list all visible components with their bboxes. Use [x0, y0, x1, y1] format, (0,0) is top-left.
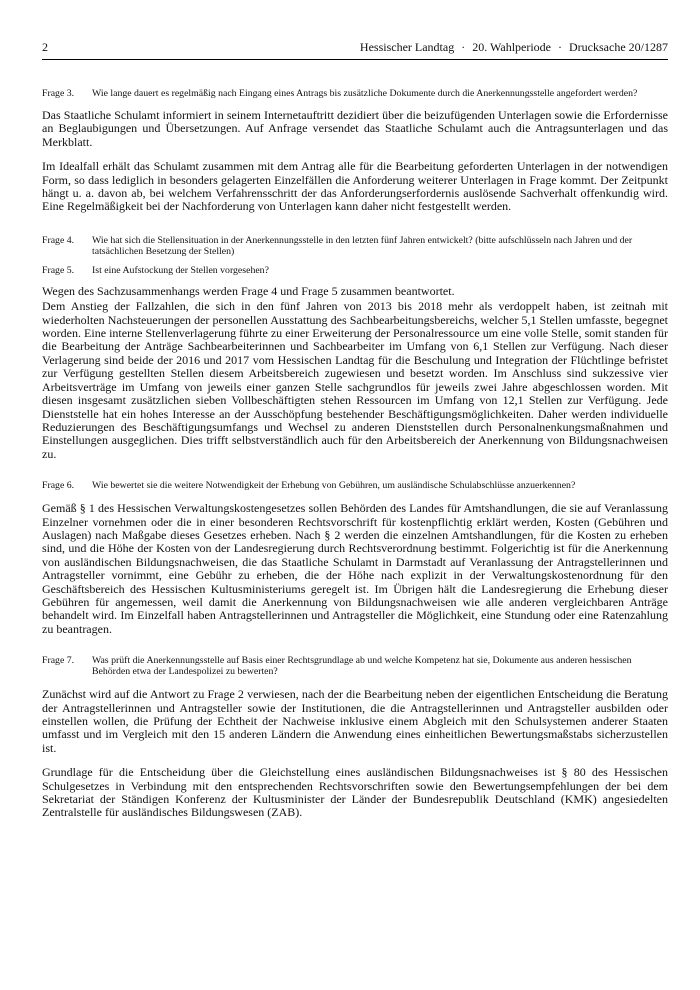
answer-4-5-paragraph-1: Dem Anstieg der Fallzahlen, die sich in den fünf Jahren von 2013 bis 2018 mehr als verdoppelt haben, ist zeitnah mit wiederholten Nachsteuerungen der personellen Ausstattung des Sachbearbeitungsbereichs, welcher 5,1 Stellen umfasste, begegnet worden. Eine interne Stellenverlagerung führte zu einer Erweiterung der Personalressource um eine volle Stelle, somit standen für die Bearbeitung der Anträge Sachbearbeiterinnen und Sachbearbeiter im Umfang von 6,1 Stellen zur Verfügung. Nach dieser Verlagerung sind beide der 2016 und 2017 vom Hessischen Landtag für die Beschulung und Integration der Flüchtlinge befristet zur Verfügung gestellten Stellen diesem Arbeitsbereich zugewiesen und besetzt worden. Im Anschluss sind sukzessive vier Arbeitsverträge im Umfang von jeweils einer ganzen Stelle sachgrundlos für jeweils zwei Jahre abgeschlossen worden. Mit diesen insgesamt zusätzlichen sieben Vollbeschäftigten stehen Ressourcen im Umfang von 12,1 Stellen zur Verfügung. Jede Dienststelle hat ein hohes Interesse an der Ausschöpfung bestehender Beschäftigungsmöglichkeiten. Daher werden individuelle Reduzierungen des Beschäftigungsumfangs und Wechsel zu anderen Dienststellen durch Personalnenkungsmaßnahmen und Einstellungen ausgeglichen. Dies trifft selbstverständlich auch für den Arbeitsbereich der Anerkennung von Bildungsnachweisen zu.	[42, 299, 668, 461]
page-body	[42, 88, 668, 820]
question-number: Frage 5.	[42, 264, 75, 276]
question-text: Wie hat sich die Stellensituation in der Anerkennungsstelle in den letzten fünf Jahren entwickelt? (bitte aufschlüsseln nach Jahren und der tatsächlichen Besetzung der Stellen)	[92, 234, 633, 257]
page-number: 2	[42, 40, 48, 54]
question-number: Frage 3.	[42, 88, 75, 99]
question-5	[42, 265, 668, 276]
question-4	[42, 235, 668, 257]
header-separator: ·	[461, 40, 466, 54]
header-separator: ·	[558, 40, 563, 54]
answer-6-paragraph-1: Gemäß § 1 des Hessischen Verwaltungskostengesetzes sollen Behörden des Landes für Amtshandlungen, die sie auf Veranlassung Einzelner vornehmen oder die in einer besonderen Rechtsvorschrift für kostenpflichtig erklärt werden, Kosten (Gebühren und Auslagen) nach Maßgabe dieses Gesetzes erheben. Nach § 2 werden die einzelnen Amtshandlungen, für die Kosten zu erheben sind, und die Höhe der Kosten von der Landesregierung durch Rechtsverordnung bestimmt. Folgerichtig ist für die Anerkennung von ausländischen Bildungsnachweisen, die das Staatliche Schulamt in Darmstadt auf Veranlassung der Antragstellerinnen und Antragsteller vornimmt, eine Gebühr zu erheben, die der Höhe nach explizit in der Verwaltungskostenordnung für den Geschäftsbereich des Hessischen Kultusministeriums geregelt ist. Im Übrigen hält die Landesregierung die Erhebung dieser Gebühren für angemessen, weil damit die Anerkennung von Bildungsnachweisen wie alle anderen vergleichbaren Anträge behandelt wird. Im Einzelfall haben Antragstellerinnen und Antragsteller die Möglichkeit, eine Stundung oder eine Ratenzahlung zu beantragen.	[42, 501, 668, 636]
question-3	[42, 88, 668, 99]
header-info	[360, 40, 668, 55]
question-number: Frage 7.	[42, 655, 75, 667]
header-parliament: Hessischer Landtag	[359, 40, 455, 54]
answer-3-paragraph-1: Das Staatliche Schulamt informiert in seinem Internetauftritt dezidiert über die beizufügenden Unterlagen sowie die Erfordernisse an Beglaubigungen und Übersetzungen. Auf Anfrage versendet das Staatliche Schulamt auch die Antragsunterlagen und das Merkblatt.	[42, 108, 668, 149]
question-text: Ist eine Aufstockung der Stellen vorgesehen?	[92, 264, 269, 276]
question-6	[42, 480, 668, 491]
header-period: 20. Wahlperiode	[472, 40, 552, 54]
question-7	[42, 655, 668, 677]
answer-3-paragraph-2: Im Idealfall erhält das Schulamt zusammen mit dem Antrag alle für die Bearbeitung geforderten Unterlagen in der notwendigen Form, so dass lediglich in besonders gelagerten Einzelfällen die Anforderung weiterer Unterlagen in Frage kommt. Der Zeitpunkt hängt u. a. davon ab, bei welchem Verfahrensschritt der das Anforderungserfordernis auslösende Sachverhalt offenkundig wird. Eine Regelmäßigkeit bei der Nachforderung von Unterlagen kann daher nicht festgestellt werden.	[42, 159, 668, 214]
answer-7-paragraph-2: Grundlage für die Entscheidung über die Gleichstellung eines ausländischen Bildungsnachweises ist § 80 des Hessischen Schulgesetzes in Verbindung mit den entsprechenden Rechtsvorschriften sowie den Bewertungsempfehlungen der bei dem Sekretariat der Ständigen Konferenz der Kultusminister der Länder der Bundesrepublik Deutschland (KMK) angesiedelten Zentralstelle für ausländisches Bildungswesen (ZAB).	[42, 765, 668, 820]
header-doc-number: Drucksache 20/1287	[569, 40, 668, 54]
question-text: Wie lange dauert es regelmäßig nach Eingang eines Antrags bis zusätzliche Dokumente durch die Anerkennungsstelle angefordert werden?	[92, 88, 638, 99]
question-text: Was prüft die Anerkennungsstelle auf Basis einer Rechtsgrundlage ab und welche Kompetenz hat sie, Dokumente aus anderen hessischen Behörden etwa der Landespolizei zu bewerten?	[92, 655, 632, 678]
question-text: Wie bewertet sie die weitere Notwendigkeit der Erhebung von Gebühren, um ausländische Schulabschlüsse anzuerkennen?	[92, 480, 576, 492]
question-number: Frage 6.	[42, 480, 75, 492]
answer-4-5-intro: Wegen des Sachzusammenhangs werden Frage 4 und Frage 5 zusammen beantwortet.	[42, 283, 455, 298]
answer-7-paragraph-1: Zunächst wird auf die Antwort zu Frage 2 verwiesen, nach der die Bearbeitung neben der eigentlichen Entscheidung die Beratung der Antragstellerinnen und Antragsteller sowie der Institutionen, die die Antragstellerinnen und Antragsteller ausbilden oder einstellen wollen, die Prüfung der Echtheit der Nachweise inklusive einem Abgleich mit den Schulsystemen anderer Staaten umfasst und im Vergleich mit den 15 anderen Ländern die Anwendung eines einheitlichen Bewertungsmaßstabs sicherzustellen ist.	[42, 687, 668, 755]
page-header	[42, 40, 668, 60]
question-number: Frage 4.	[42, 234, 75, 246]
